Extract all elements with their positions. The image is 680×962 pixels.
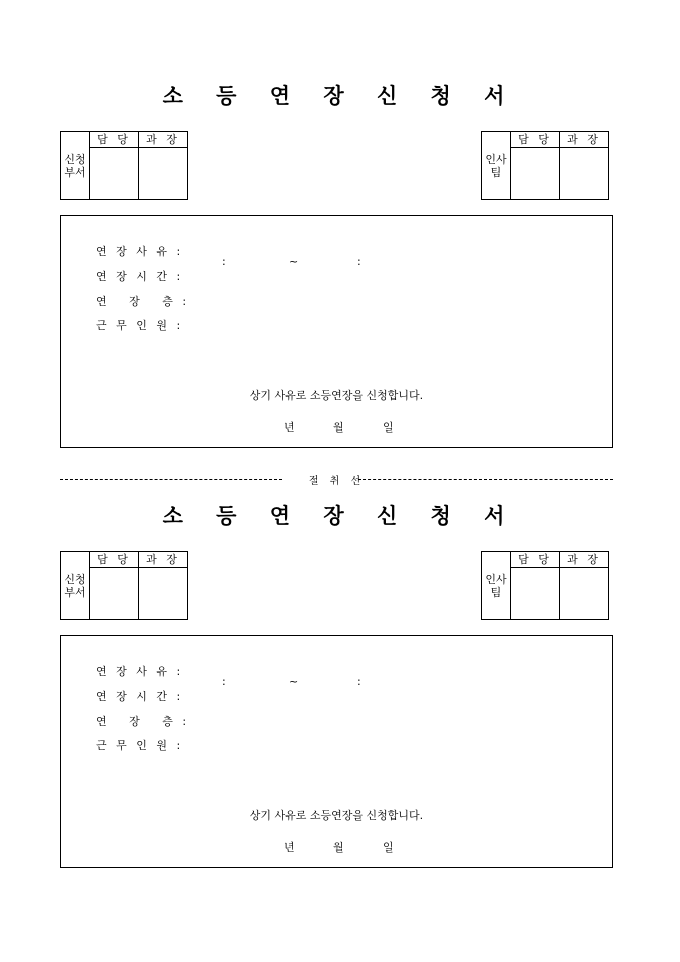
request-form-2: [0, 420, 680, 854]
time-end-colon: :: [357, 675, 361, 688]
request-statement: 상기 사유로 소등연장을 신청합니다.: [249, 809, 424, 822]
request-details-box: [60, 215, 613, 448]
header-manager: 과 장: [139, 132, 188, 148]
header-manager: 과 장: [560, 552, 609, 568]
reason-field[interactable]: 연 장 사 유 :: [95, 245, 184, 258]
applicant-approval-table: [60, 131, 188, 200]
header-staff: 담 당: [90, 552, 139, 568]
time-range-tilde: ~: [289, 255, 299, 268]
form-title: 소 등 연 장 신 청 서: [162, 83, 518, 108]
cut-line-label: 절 취 선: [308, 476, 365, 487]
applicant-dept-label: 신청 부서: [61, 132, 90, 200]
signature-cell-staff[interactable]: [90, 568, 139, 620]
request-statement: 상기 사유로 소등연장을 신청합니다.: [249, 389, 424, 402]
staff-count-field[interactable]: 근 무 인 원 :: [95, 739, 184, 752]
signature-cell-manager[interactable]: [139, 148, 188, 200]
signature-cell-manager[interactable]: [560, 568, 609, 620]
staff-count-field[interactable]: 근 무 인 원 :: [95, 319, 184, 332]
hr-team-label: 인사 팀: [482, 552, 511, 620]
header-staff: 담 당: [511, 132, 560, 148]
header-staff: 담 당: [511, 552, 560, 568]
applicant-dept-label: 신청 부서: [61, 552, 90, 620]
time-field[interactable]: 연 장 시 간 :: [95, 270, 184, 283]
hr-approval-table: [481, 551, 609, 620]
signature-cell-manager[interactable]: [139, 568, 188, 620]
header-manager: 과 장: [139, 552, 188, 568]
date-year: 년: [284, 421, 295, 434]
signature-cell-manager[interactable]: [560, 148, 609, 200]
form-title: 소 등 연 장 신 청 서: [162, 503, 518, 528]
time-field[interactable]: 연 장 시 간 :: [95, 690, 184, 703]
date-month: 월: [333, 841, 344, 854]
signature-cell-staff[interactable]: [511, 148, 560, 200]
date-year: 년: [284, 841, 295, 854]
hr-team-label: 인사 팀: [482, 132, 511, 200]
time-range-tilde: ~: [289, 675, 299, 688]
time-end-colon: :: [357, 255, 361, 268]
floor-field[interactable]: 연 장 층 :: [95, 295, 190, 308]
request-details-box: [60, 635, 613, 868]
date-day: 일: [383, 421, 394, 434]
date-day: 일: [383, 841, 394, 854]
hr-approval-table: [481, 131, 609, 200]
header-staff: 담 당: [90, 132, 139, 148]
time-start-colon: :: [222, 255, 226, 268]
floor-field[interactable]: 연 장 층 :: [95, 715, 190, 728]
signature-cell-staff[interactable]: [511, 568, 560, 620]
date-month: 월: [333, 421, 344, 434]
header-manager: 과 장: [560, 132, 609, 148]
signature-cell-staff[interactable]: [90, 148, 139, 200]
applicant-approval-table: [60, 551, 188, 620]
request-form-1: [0, 0, 680, 434]
reason-field[interactable]: 연 장 사 유 :: [95, 665, 184, 678]
time-start-colon: :: [222, 675, 226, 688]
